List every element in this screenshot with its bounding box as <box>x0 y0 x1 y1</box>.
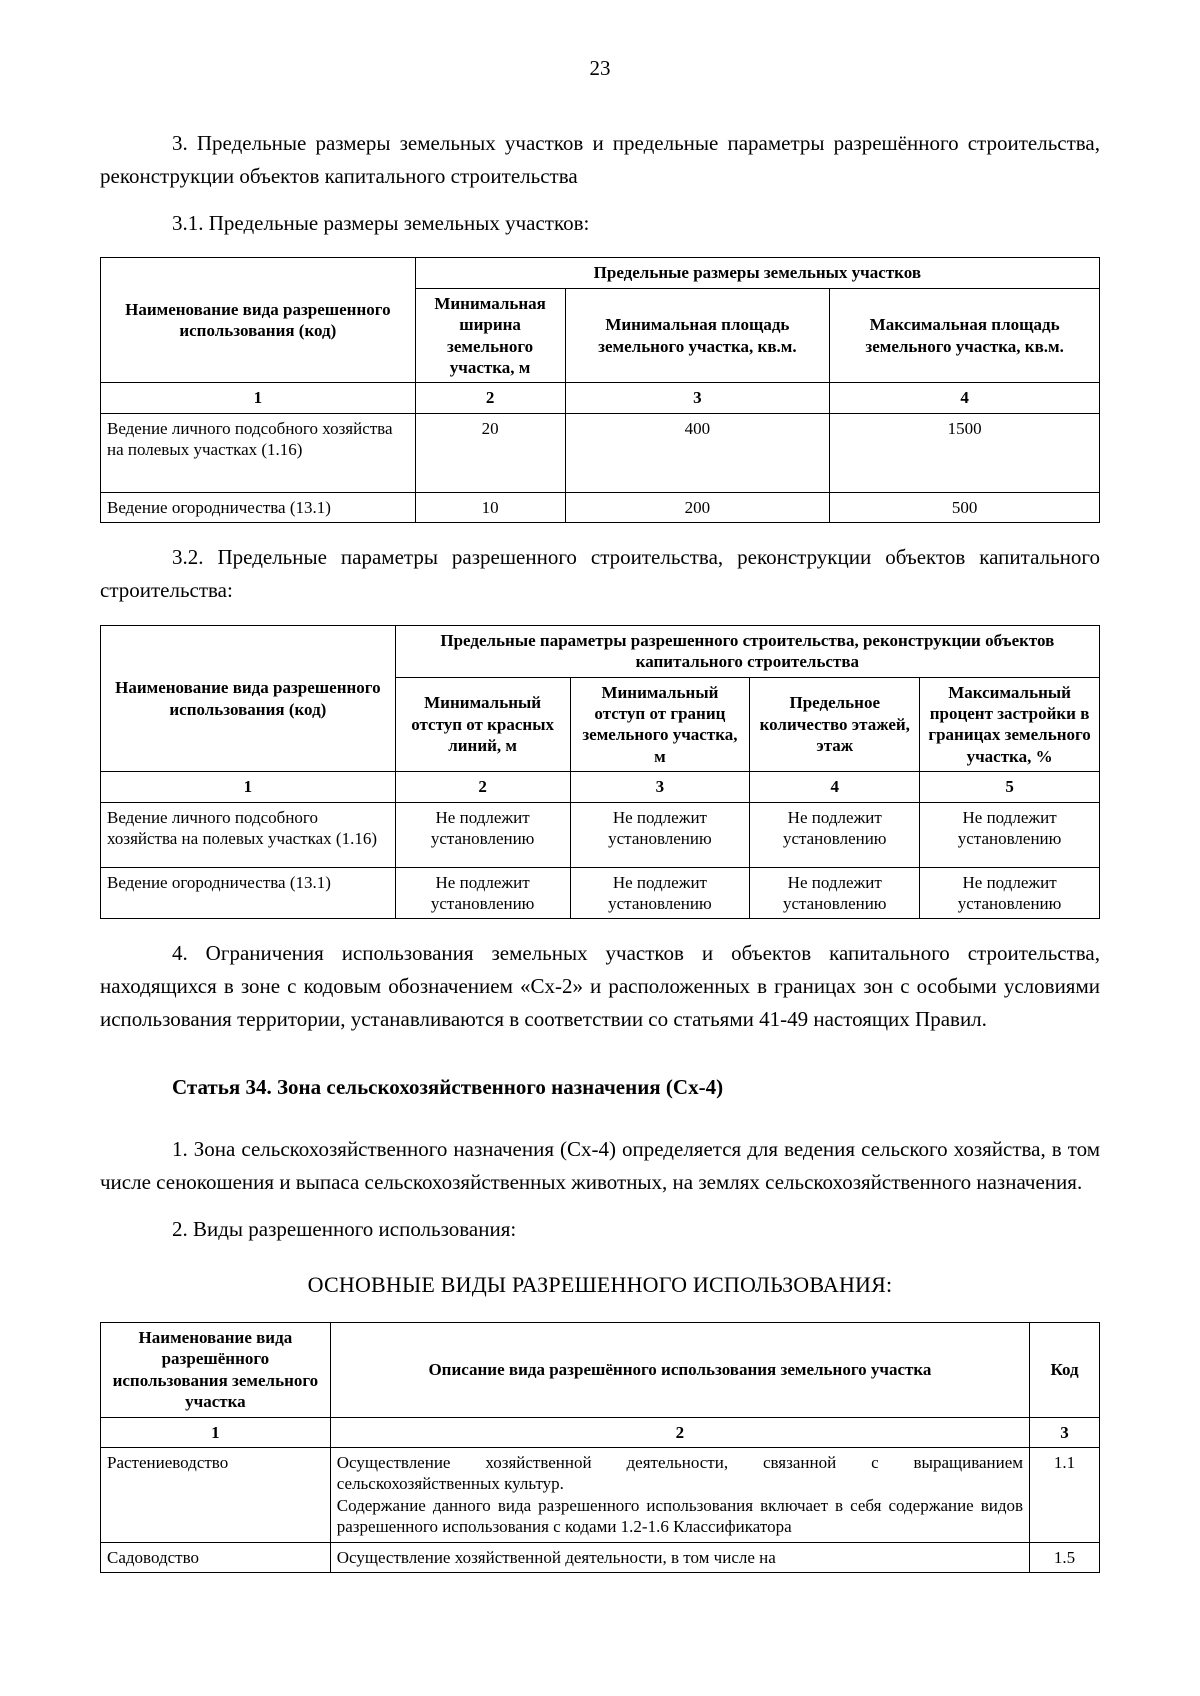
section-3-2-title: 3.2. Предельные параметры разрешенного строительства, реконструкции объектов капитального строительства: <box>100 545 1100 603</box>
section-4-paragraph: 4. Ограничения использования земельных участков и объектов капитального строительства, находящихся в зоне с кодовым обозначением «Сх-2» и расположенных в границах зон с особыми условиями использования территории, устанавливаются в соответствии со статьями 41-49 настоящих Правил. <box>100 941 1100 1031</box>
table2-row1-value-3: Не подлежит установлению <box>570 802 750 867</box>
table2-group-header: Предельные параметры разрешенного строительства, реконструкции объектов капитального строительства <box>395 625 1099 677</box>
table-row <box>101 1542 1100 1572</box>
table3-row2-description: Осуществление хозяйственной деятельности, в том числе на <box>330 1542 1029 1572</box>
table3-colnum-1: 1 <box>101 1417 331 1447</box>
section-3-intro: 3. Предельные размеры земельных участков и предельные параметры разрешённого строительства, реконструкции объектов капитального строительства <box>100 131 1100 188</box>
table3-col2-header: Описание вида разрешённого использования земельного участка <box>330 1323 1029 1418</box>
table1-colnum-3: 3 <box>565 383 830 413</box>
table-limits-construction-parameters <box>100 625 1100 920</box>
table2-col4-header: Предельное количество этажей, этаж <box>750 677 920 772</box>
table2-colnum-1: 1 <box>101 772 396 802</box>
table1-row2-min-area: 200 <box>565 492 830 522</box>
table3-row1-code: 1.1 <box>1030 1448 1100 1543</box>
table2-colnum-4: 4 <box>750 772 920 802</box>
table-column-number-row <box>101 772 1100 802</box>
table1-row1-min-width: 20 <box>415 413 565 492</box>
table3-row1-description-line-2: Содержание данного вида разрешенного использования включает в себя содержание видов разрешенного использования с кодами 1.2-1.6 Классификатора <box>336 1495 1024 1537</box>
table1-col2-header: Минимальная ширина земельного участка, м <box>415 288 565 383</box>
table2-row2-value-3: Не подлежит установлению <box>570 867 750 919</box>
table2-col1-header: Наименование вида разрешенного использования (код) <box>101 625 396 771</box>
table2-row1-value-4: Не подлежит установлению <box>750 802 920 867</box>
table2-col2-header: Минимальный отступ от красных линий, м <box>395 677 570 772</box>
table-header-row <box>101 1323 1100 1418</box>
table3-row1-description-line-1: Осуществление хозяйственной деятельности, связанной с выращиванием сельскохозяйственных культур. <box>336 1453 1024 1494</box>
table2-row2-value-5: Не подлежит установлению <box>920 867 1100 919</box>
table-row <box>101 867 1100 919</box>
table1-row1-name: Ведение личного подсобного хозяйства на полевых участках (1.16) <box>101 413 416 492</box>
table2-row2-value-2: Не подлежит установлению <box>395 867 570 919</box>
main-permitted-use-heading: ОСНОВНЫЕ ВИДЫ РАЗРЕШЕННОГО ИСПОЛЬЗОВАНИЯ: <box>307 1272 893 1298</box>
table1-col4-header: Максимальная площадь земельного участка, кв.м. <box>830 288 1100 383</box>
table2-colnum-2: 2 <box>395 772 570 802</box>
table-permitted-use-types <box>100 1322 1100 1573</box>
table1-row2-name: Ведение огородничества (13.1) <box>101 492 416 522</box>
table-header-row <box>101 258 1100 288</box>
table-row <box>101 802 1100 867</box>
table1-colnum-1: 1 <box>101 383 416 413</box>
table1-colnum-2: 2 <box>415 383 565 413</box>
table2-row2-name: Ведение огородничества (13.1) <box>101 867 396 919</box>
table2-row1-name: Ведение личного подсобного хозяйства на полевых участках (1.16) <box>101 802 396 867</box>
table1-row1-min-area: 400 <box>565 413 830 492</box>
table3-col3-header: Код <box>1030 1323 1100 1418</box>
article-34-paragraph-1: 1. Зона сельскохозяйственного назначения (Сх-4) определяется для ведения сельского хозяйства, в том числе сенокошения и выпаса сельскохозяйственных животных, на землях сельскохозяйственного назначения. <box>100 1137 1100 1194</box>
article-34-paragraph-2: 2. Виды разрешенного использования: <box>172 1216 517 1241</box>
table2-row2-value-4: Не подлежит установлению <box>750 867 920 919</box>
table2-colnum-5: 5 <box>920 772 1100 802</box>
table-column-number-row <box>101 1417 1100 1447</box>
table-row <box>101 413 1100 492</box>
table2-col3-header: Минимальный отступ от границ земельного участка, м <box>570 677 750 772</box>
table2-row1-value-2: Не подлежит установлению <box>395 802 570 867</box>
table-row <box>101 492 1100 522</box>
table3-colnum-3: 3 <box>1030 1417 1100 1447</box>
table2-row1-value-5: Не подлежит установлению <box>920 802 1100 867</box>
table1-colnum-4: 4 <box>830 383 1100 413</box>
table-column-number-row <box>101 383 1100 413</box>
table3-colnum-2: 2 <box>330 1417 1029 1447</box>
article-34-heading: Статья 34. Зона сельскохозяйственного назначения (Сх-4) <box>172 1074 724 1099</box>
table-limits-land-plot-sizes <box>100 257 1100 523</box>
table1-row2-max-area: 500 <box>830 492 1100 522</box>
table3-row1-name: Растениеводство <box>101 1448 331 1543</box>
section-3-1-title: 3.1. Предельные размеры земельных участков: <box>172 210 590 235</box>
table1-row2-min-width: 10 <box>415 492 565 522</box>
page-number: 23 <box>589 56 611 80</box>
table3-col1-header: Наименование вида разрешённого использования земельного участка <box>101 1323 331 1418</box>
table3-row2-code: 1.5 <box>1030 1542 1100 1572</box>
table1-col3-header: Минимальная площадь земельного участка, кв.м. <box>565 288 830 383</box>
table1-row1-max-area: 1500 <box>830 413 1100 492</box>
table3-row2-name: Садоводство <box>101 1542 331 1572</box>
table1-col1-header: Наименование вида разрешенного использования (код) <box>101 258 416 383</box>
table1-group-header: Предельные размеры земельных участков <box>415 258 1099 288</box>
table2-colnum-3: 3 <box>570 772 750 802</box>
table-row <box>101 1448 1100 1543</box>
table2-col5-header: Максимальный процент застройки в границах земельного участка, % <box>920 677 1100 772</box>
table3-row1-description <box>330 1448 1029 1543</box>
table-header-row <box>101 625 1100 677</box>
